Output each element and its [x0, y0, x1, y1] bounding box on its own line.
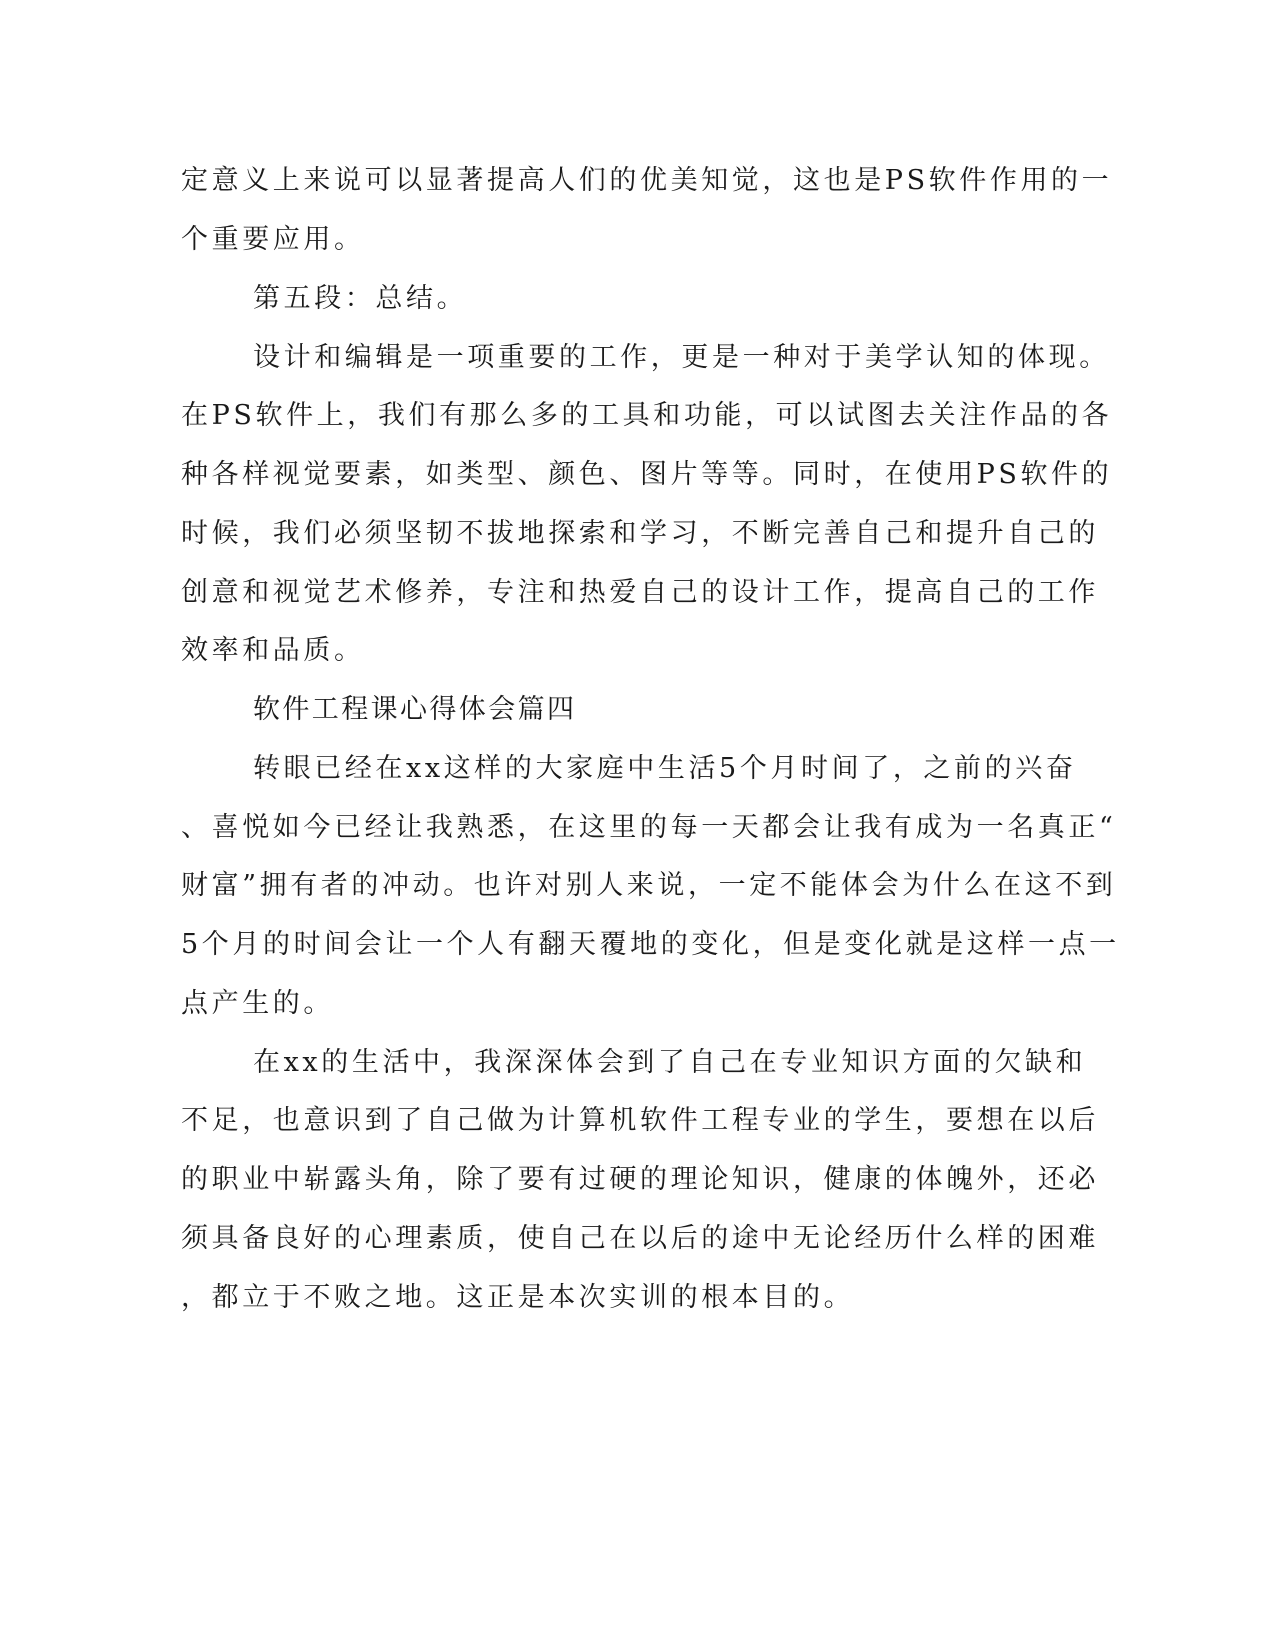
text-line-16: 在xx的生活中，我深深体会到了自己在专业知识方面的欠缺和 [253, 1047, 1087, 1078]
text-line-9: 效率和品质。 [181, 635, 365, 666]
text-line-18: 的职业中崭露头角，除了要有过硬的理论知识，健康的体魄外，还必 [181, 1164, 1099, 1195]
text-line-15: 点产生的。 [181, 988, 334, 1019]
text-line-6: 种各样视觉要素，如类型、颜色、图片等等。同时，在使用PS软件的 [181, 459, 1113, 490]
section-heading-5: 第五段：总结。 [253, 283, 468, 314]
text-line-19: 须具备良好的心理素质，使自己在以后的途中无论经历什么样的困难 [181, 1223, 1099, 1254]
text-line-14: 5个月的时间会让一个人有翻天覆地的变化，但是变化就是这样一点一 [181, 929, 1120, 960]
text-line-13: 财富”拥有者的冲动。也许对别人来说，一定不能体会为什么在这不到 [181, 870, 1117, 901]
text-line-4: 设计和编辑是一项重要的工作，更是一种对于美学认知的体现。 [253, 342, 1110, 373]
text-line-2: 个重要应用。 [181, 224, 365, 255]
text-line-11: 转眼已经在xx这样的大家庭中生活5个月时间了，之前的兴奋 [253, 753, 1077, 784]
text-line-1: 定意义上来说可以显著提高人们的优美知觉，这也是PS软件作用的一 [181, 165, 1113, 196]
chapter-heading: 软件工程课心得体会篇四 [253, 694, 577, 725]
text-line-8: 创意和视觉艺术修养，专注和热爱自己的设计工作，提高自己的工作 [181, 577, 1099, 608]
text-line-17: 不足，也意识到了自己做为计算机软件工程专业的学生，要想在以后 [181, 1105, 1099, 1136]
text-line-12: 、喜悦如今已经让我熟悉，在这里的每一天都会让我有成为一名真正“ [181, 812, 1117, 843]
text-line-20: ，都立于不败之地。这正是本次实训的根本目的。 [181, 1282, 855, 1313]
text-line-5: 在PS软件上，我们有那么多的工具和功能，可以试图去关注作品的各 [181, 400, 1113, 431]
text-line-7: 时候，我们必须坚韧不拔地探索和学习，不断完善自己和提升自己的 [181, 518, 1099, 549]
